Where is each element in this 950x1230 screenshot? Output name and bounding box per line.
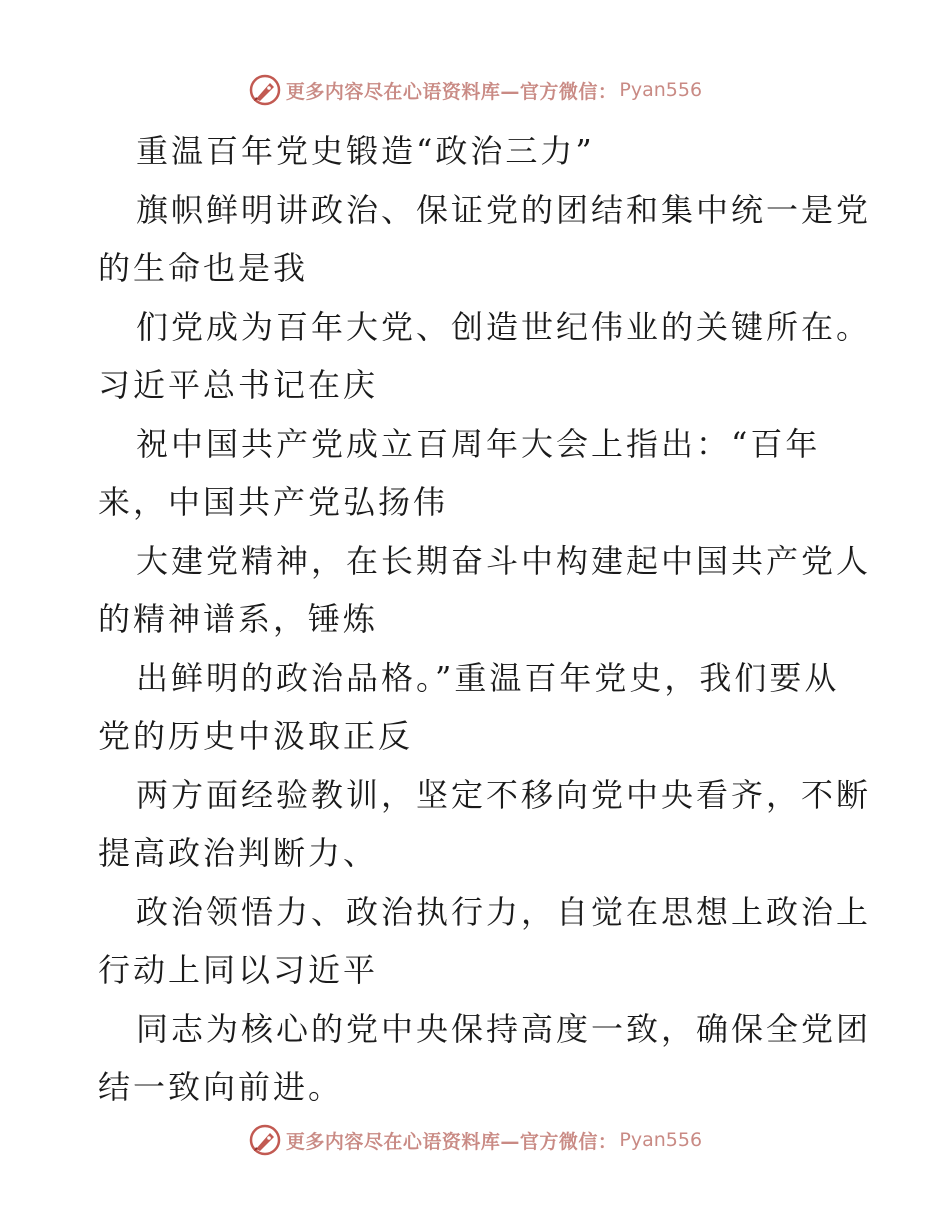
pen-nib-logo-icon	[248, 1123, 282, 1157]
footer-banner	[0, 1120, 950, 1160]
header-banner	[0, 70, 950, 110]
paragraph-line: 的生命也是我	[98, 249, 309, 287]
document-body	[98, 122, 872, 1117]
banner-text: 更多内容尽在心语资料库—官方微信：	[285, 1130, 618, 1153]
paragraph-line: 祝中国共产党成立百周年大会上指出：“百年	[136, 424, 821, 463]
paragraph-line: 旗帜鲜明讲政治、保证党的团结和集中统一是党	[136, 190, 872, 229]
paragraph-line: 的精神谱系，锤炼	[98, 600, 379, 638]
wechat-id: Pyan556	[619, 79, 703, 101]
wechat-id: Pyan556	[619, 1129, 703, 1151]
paragraph-line: 习近平总书记在庆	[98, 366, 379, 404]
banner-text: 更多内容尽在心语资料库—官方微信：	[285, 80, 618, 103]
paragraph-line: 结一致向前进。	[98, 1068, 344, 1106]
pen-nib-logo-icon	[248, 73, 282, 107]
paragraph-line: 两方面经验教训，坚定不移向党中央看齐，不断	[136, 775, 872, 814]
paragraph-line: 同志为核心的党中央保持高度一致，确保全党团	[136, 1009, 872, 1048]
paragraph-line: 重温百年党史锻造“政治三力”	[136, 132, 595, 170]
paragraph-line: 们党成为百年大党、创造世纪伟业的关键所在。	[136, 307, 872, 346]
paragraph-line: 党的历史中汲取正反	[98, 717, 414, 755]
paragraph-line: 提高政治判断力、	[98, 834, 379, 872]
paragraph-line: 行动上同以习近平	[98, 951, 379, 989]
paragraph-line: 大建党精神，在长期奋斗中构建起中国共产党人	[136, 541, 872, 580]
paragraph-line: 来，中国共产党弘扬伟	[98, 483, 449, 521]
paragraph-line: 出鲜明的政治品格。”重温百年党史，我们要从	[136, 658, 840, 697]
paragraph-line: 政治领悟力、政治执行力，自觉在思想上政治上	[136, 892, 872, 931]
